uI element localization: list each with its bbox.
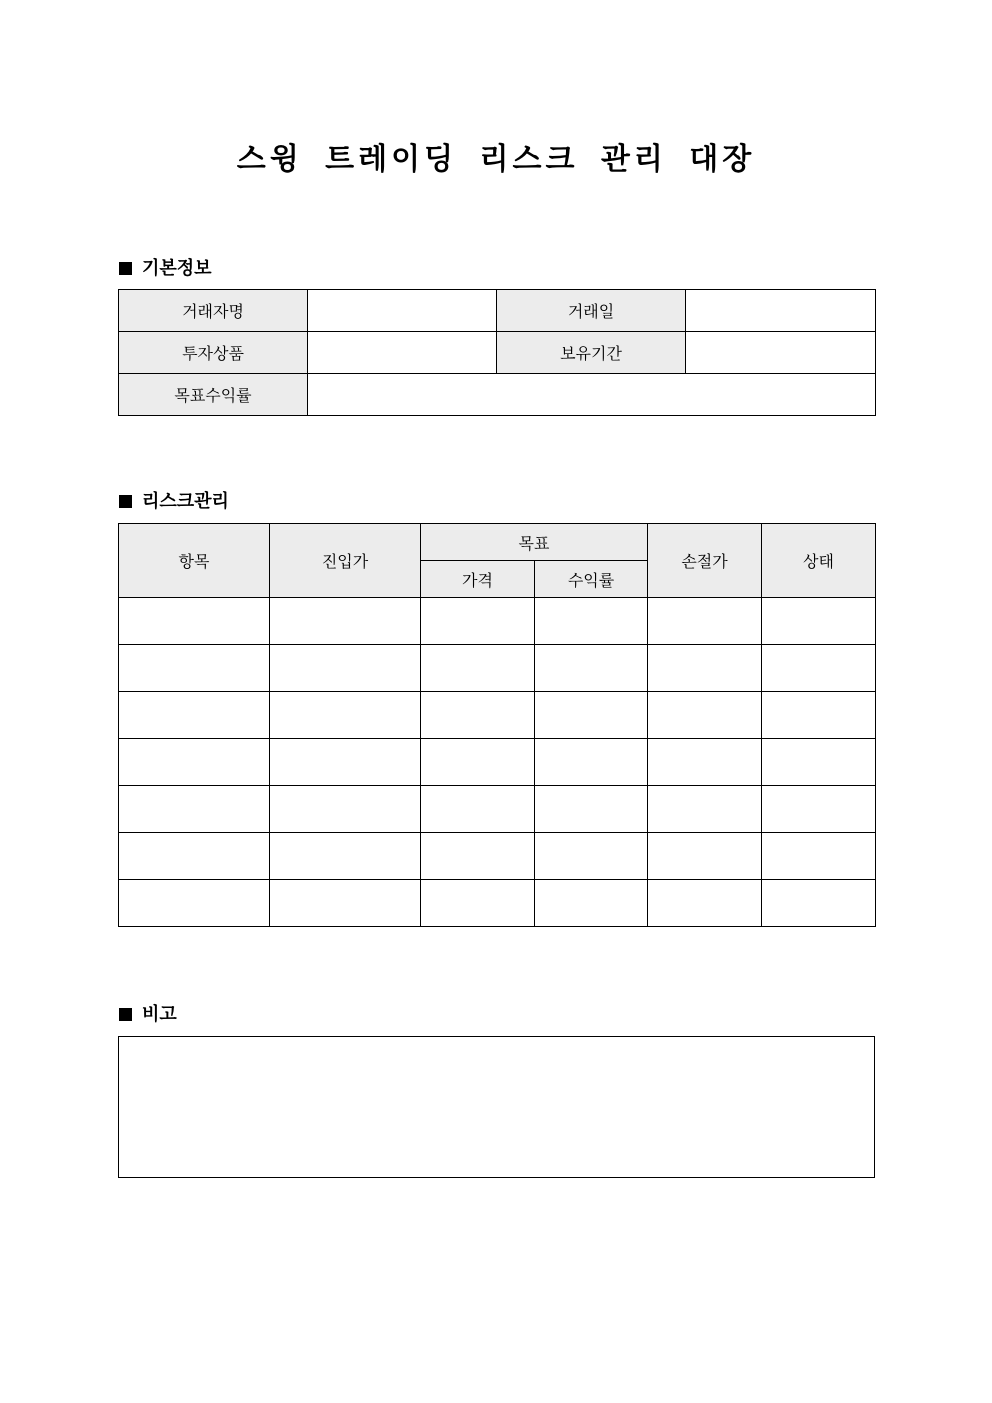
cell-item[interactable] (119, 692, 270, 739)
target-return-field[interactable] (308, 374, 876, 416)
holding-period-field[interactable] (686, 332, 876, 374)
trader-label: 거래자명 (119, 290, 308, 332)
cell-price[interactable] (421, 598, 535, 645)
cell-item[interactable] (119, 833, 270, 880)
table-row (119, 692, 876, 739)
cell-item[interactable] (119, 739, 270, 786)
cell-status[interactable] (762, 739, 876, 786)
cell-stop[interactable] (648, 880, 762, 927)
cell-return[interactable] (535, 739, 648, 786)
square-bullet-icon (119, 495, 132, 508)
header-stop-loss: 손절가 (648, 524, 762, 598)
section-risk-label: 리스크관리 (142, 491, 229, 512)
cell-entry[interactable] (270, 880, 421, 927)
cell-entry[interactable] (270, 692, 421, 739)
section-risk (119, 487, 229, 513)
section-notes (119, 1000, 177, 1026)
cell-stop[interactable] (648, 833, 762, 880)
cell-price[interactable] (421, 833, 535, 880)
cell-entry[interactable] (270, 739, 421, 786)
cell-return[interactable] (535, 786, 648, 833)
cell-item[interactable] (119, 786, 270, 833)
cell-item[interactable] (119, 645, 270, 692)
product-field[interactable] (308, 332, 497, 374)
header-target: 목표 (421, 524, 648, 561)
cell-status[interactable] (762, 880, 876, 927)
risk-table (118, 523, 876, 927)
header-item: 항목 (119, 524, 270, 598)
table-row (119, 374, 876, 416)
cell-return[interactable] (535, 692, 648, 739)
cell-item[interactable] (119, 598, 270, 645)
trade-date-field[interactable] (686, 290, 876, 332)
trader-field[interactable] (308, 290, 497, 332)
square-bullet-icon (119, 1008, 132, 1021)
table-row (119, 833, 876, 880)
cell-price[interactable] (421, 880, 535, 927)
basic-info-table (118, 289, 876, 416)
cell-entry[interactable] (270, 833, 421, 880)
table-row (119, 645, 876, 692)
cell-entry[interactable] (270, 786, 421, 833)
product-label: 투자상품 (119, 332, 308, 374)
square-bullet-icon (119, 262, 132, 275)
cell-status[interactable] (762, 786, 876, 833)
section-basic-info (119, 254, 212, 280)
header-target-return: 수익률 (535, 561, 648, 598)
table-row (119, 290, 876, 332)
cell-price[interactable] (421, 645, 535, 692)
cell-return[interactable] (535, 833, 648, 880)
table-row (119, 739, 876, 786)
cell-status[interactable] (762, 692, 876, 739)
cell-price[interactable] (421, 739, 535, 786)
table-header-row (119, 524, 876, 561)
cell-stop[interactable] (648, 786, 762, 833)
section-notes-label: 비고 (142, 1004, 177, 1025)
cell-return[interactable] (535, 645, 648, 692)
cell-entry[interactable] (270, 645, 421, 692)
cell-return[interactable] (535, 880, 648, 927)
cell-status[interactable] (762, 833, 876, 880)
table-row (119, 332, 876, 374)
cell-stop[interactable] (648, 645, 762, 692)
page-title: 스윙 트레이딩 리스크 관리 대장 (236, 142, 756, 177)
section-basic-info-label: 기본정보 (142, 258, 212, 279)
cell-item[interactable] (119, 880, 270, 927)
trade-date-label: 거래일 (497, 290, 686, 332)
cell-status[interactable] (762, 598, 876, 645)
holding-period-label: 보유기간 (497, 332, 686, 374)
table-row (119, 786, 876, 833)
header-status: 상태 (762, 524, 876, 598)
cell-return[interactable] (535, 598, 648, 645)
table-row (119, 598, 876, 645)
cell-entry[interactable] (270, 598, 421, 645)
notes-box[interactable] (118, 1036, 875, 1178)
cell-stop[interactable] (648, 739, 762, 786)
cell-stop[interactable] (648, 692, 762, 739)
cell-status[interactable] (762, 645, 876, 692)
target-return-label: 목표수익률 (119, 374, 308, 416)
header-entry-price: 진입가 (270, 524, 421, 598)
header-target-price: 가격 (421, 561, 535, 598)
table-row (119, 880, 876, 927)
cell-price[interactable] (421, 786, 535, 833)
cell-stop[interactable] (648, 598, 762, 645)
cell-price[interactable] (421, 692, 535, 739)
